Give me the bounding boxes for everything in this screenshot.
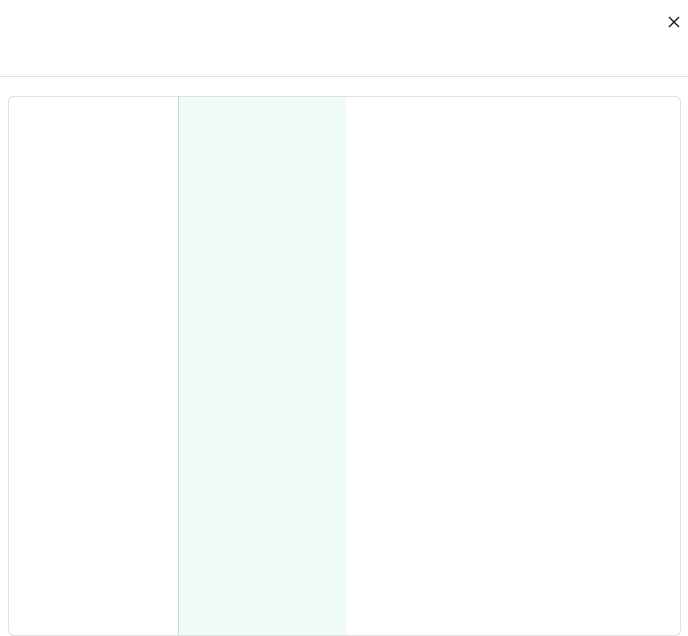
- column-divider: [178, 97, 179, 635]
- permissions-table: [8, 96, 681, 636]
- column-header-view-only: [526, 97, 676, 133]
- dialog-header: [0, 0, 688, 77]
- column-header-project-lead: [191, 97, 341, 133]
- table-header-row: [9, 97, 680, 133]
- close-icon[interactable]: [664, 12, 684, 32]
- highlighted-column-background: [178, 97, 346, 635]
- column-header-editor: [358, 97, 518, 133]
